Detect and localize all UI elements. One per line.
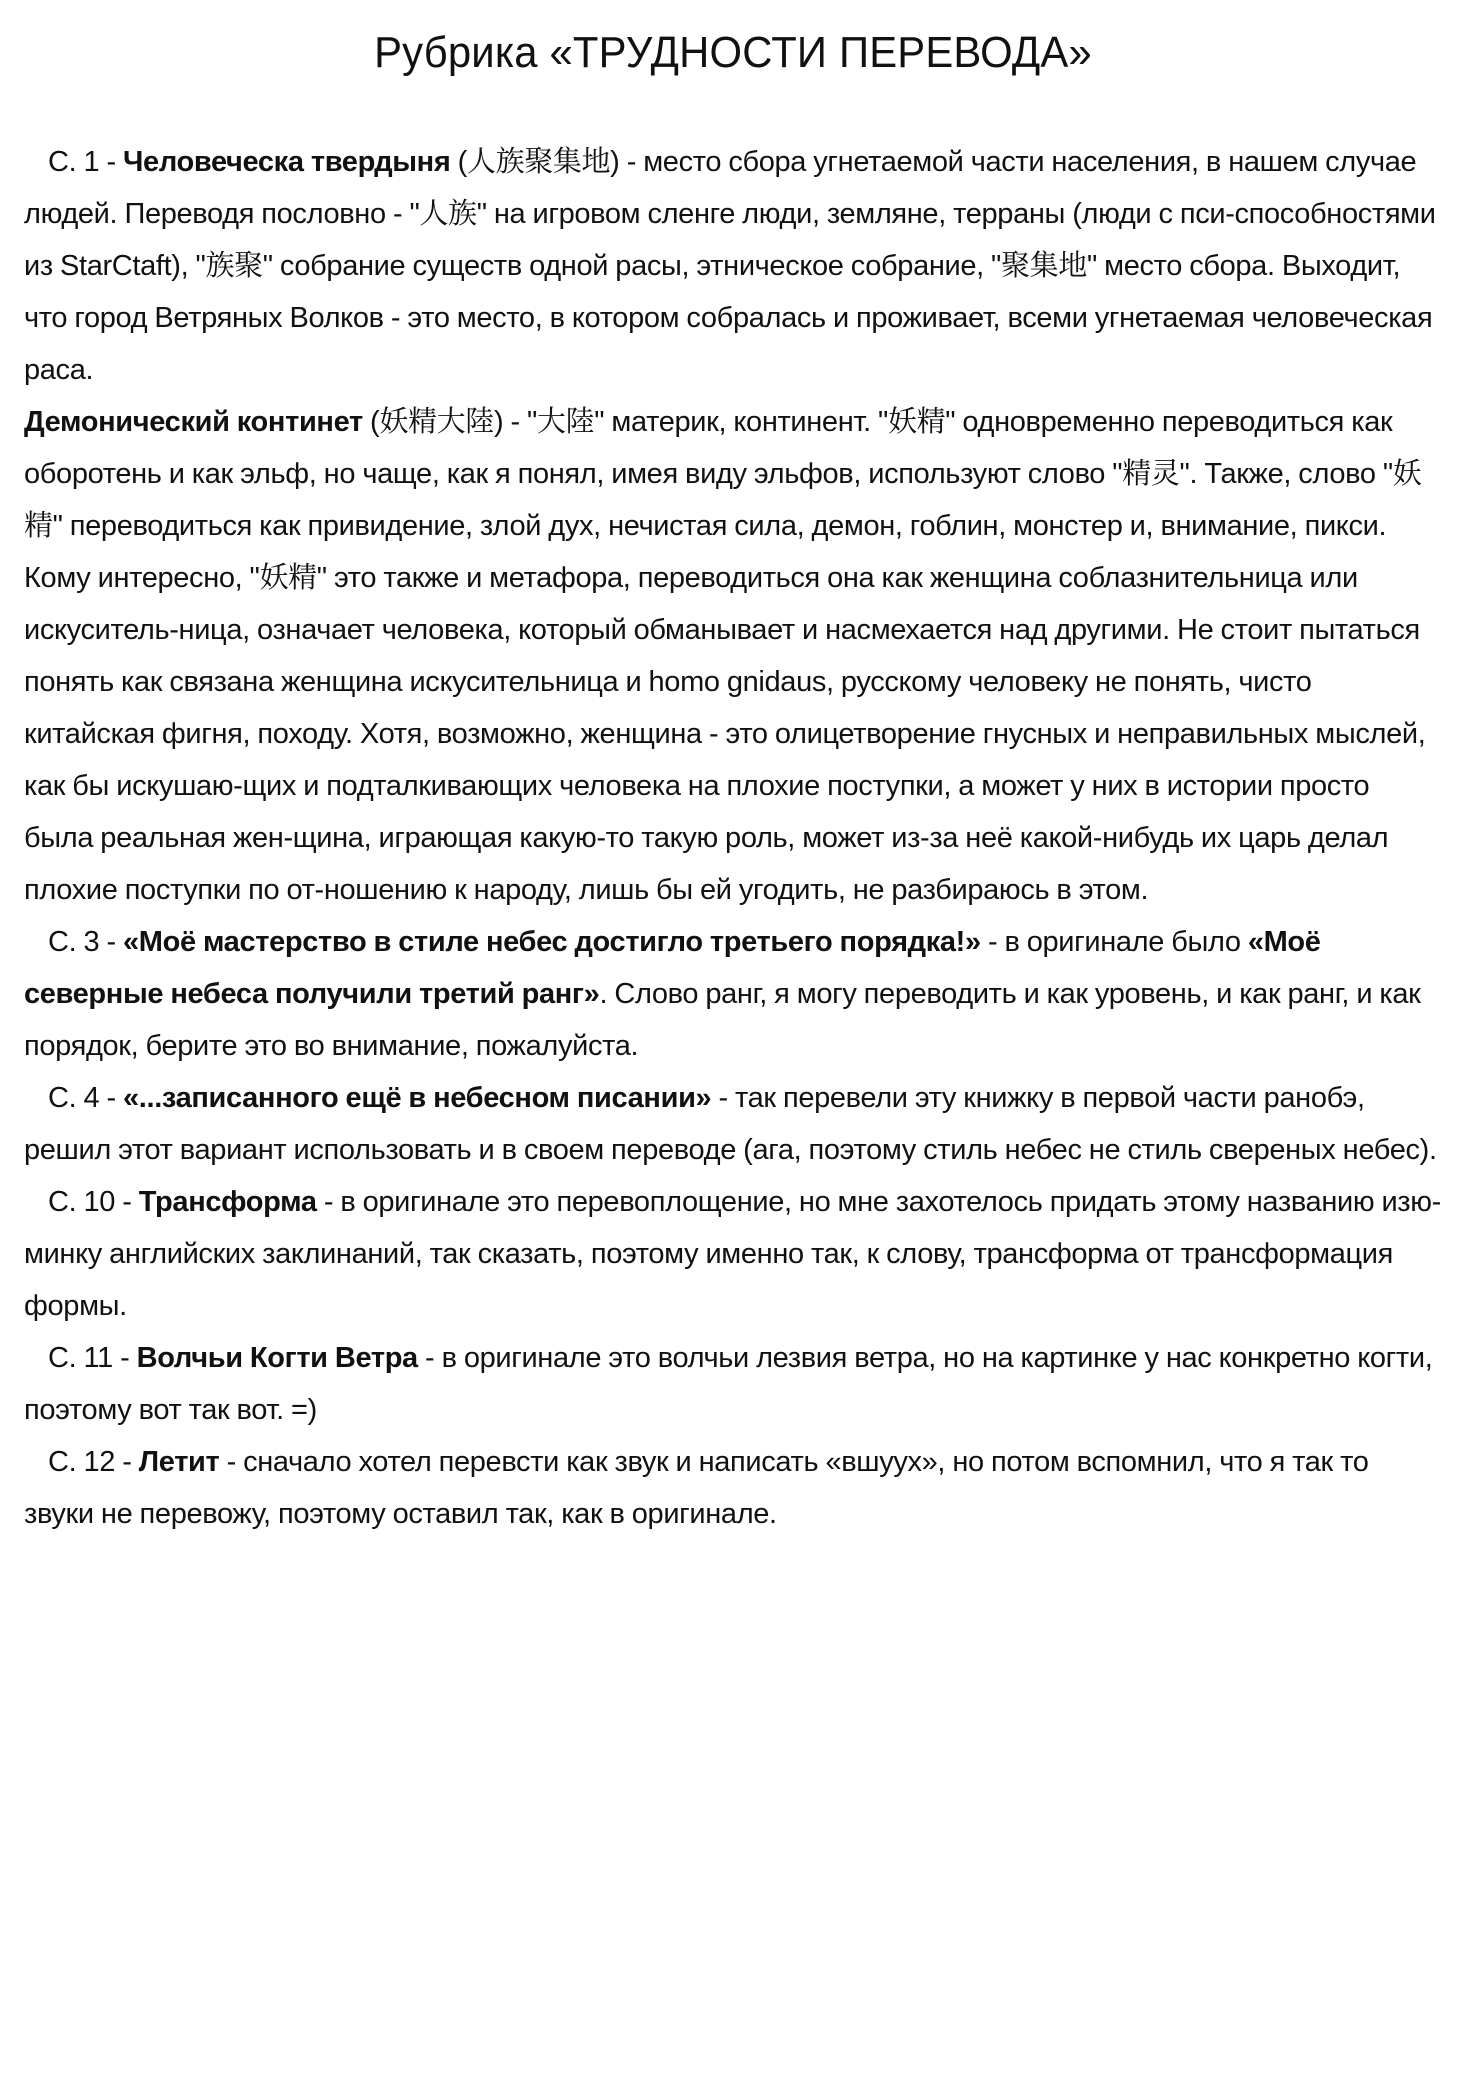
note-page-1-continent: [24, 396, 1442, 916]
term-heavenly-scripture: «...записанного ещё в небесном писании»: [123, 1082, 712, 1114]
note-text: (妖精大陸) - "大陸" материк, континент. "妖精" одновременно переводиться как оборотень и как эльф, но чаще, как я понял, имея виду эльфов, используют слово "精灵". Также, слово "妖精" переводиться как привидение, злой дух, нечистая сила, демон, гоблин, монстер и, внимание, пикси. Кому интересно, "妖精" это также и метафора, переводиться она как женщина соблазнительница или искуситель-ница, означает человека, который обманывает и насмехается над другими. Не стоит пытаться понять как связана женщина искусительница и homo gnidaus, русскому человеку не понять, чисто китайская фигня, походу. Хотя, возможно, женщина - это олицетворение гнусных и неправильных мыслей, как бы искушаю-щих и подталкивающих человека на плохие поступки, а может у них в истории просто была реальная жен-щина, играющая какую-то такую роль, может из-за неё какой-нибудь их царь делал плохие поступки по от-ношению к народу, лишь бы ей угодить, не разбираюсь в этом.: [24, 406, 1426, 906]
note-page-3: [24, 916, 1442, 1072]
page-ref: С. 3 -: [48, 926, 124, 958]
term-northern-heavens: «Моё северные небеса получили третий ранг»: [24, 926, 1321, 1010]
note-page-4: [24, 1072, 1442, 1176]
note-text: . Слово ранг, я могу переводить и как уровень, и как ранг, и как порядок, берите это во внимание, пожалуйста.: [24, 978, 1421, 1062]
term-heaven-style: «Моё мастерство в стиле небес достигло третьего порядка!»: [123, 926, 981, 958]
note-page-11: [24, 1332, 1442, 1436]
term-flies: Летит: [138, 1446, 220, 1478]
term-demonic-continent: Демонический континет: [24, 406, 363, 438]
page-ref: С. 11 -: [48, 1342, 137, 1374]
term-transforma: Трансформа: [138, 1186, 317, 1218]
term-human-stronghold: Человеческа твердыня: [123, 146, 451, 178]
term-wolf-claws: Волчьи Когти Ветра: [136, 1342, 418, 1374]
note-page-1: [24, 136, 1442, 396]
page-title: Рубрика «ТРУДНОСТИ ПЕРЕВОДА»: [374, 28, 1092, 77]
page-ref: С. 12 -: [48, 1446, 139, 1478]
page-ref: С. 1 -: [48, 146, 124, 178]
note-text: (人族聚集地) - место сбора угнетаемой части населения, в нашем случае людей. Переводя пословно - "人族" на игровом сленге люди, земляне, терраны (люди с пси-способностями из StarCtaft), "族聚" собрание существ одной расы, этническое собрание, "聚集地" место сбора. Выходит, что город Ветряных Волков - это место, в котором собралась и проживает, всеми угнетаемая человеческая раса.: [24, 146, 1436, 386]
page-ref: С. 4 -: [48, 1082, 124, 1114]
note-text: - в оригинале было: [980, 926, 1248, 958]
page-ref: С. 10 -: [48, 1186, 139, 1218]
note-text: - в оригинале это волчьи лезвия ветра, но на картинке у нас конкретно когти, поэтому вот так вот. =): [24, 1342, 1433, 1426]
note-page-10: [24, 1176, 1442, 1332]
document-body: [24, 136, 1442, 1540]
note-text: - так перевели эту книжку в первой части ранобэ, решил этот вариант использовать и в своем переводе (ага, поэтому стиль небес не стиль свереных небес).: [24, 1082, 1437, 1166]
note-text: - сначало хотел перевсти как звук и написать «вшуух», но потом вспомнил, что я так то звуки не перевожу, поэтому оставил так, как в оригинале.: [24, 1446, 1369, 1530]
note-page-12: [24, 1436, 1442, 1540]
note-text: - в оригинале это перевоплощение, но мне захотелось придать этому названию изю-минку английских заклинаний, так сказать, поэтому именно так, к слову, трансформа от трансформация формы.: [24, 1186, 1441, 1322]
